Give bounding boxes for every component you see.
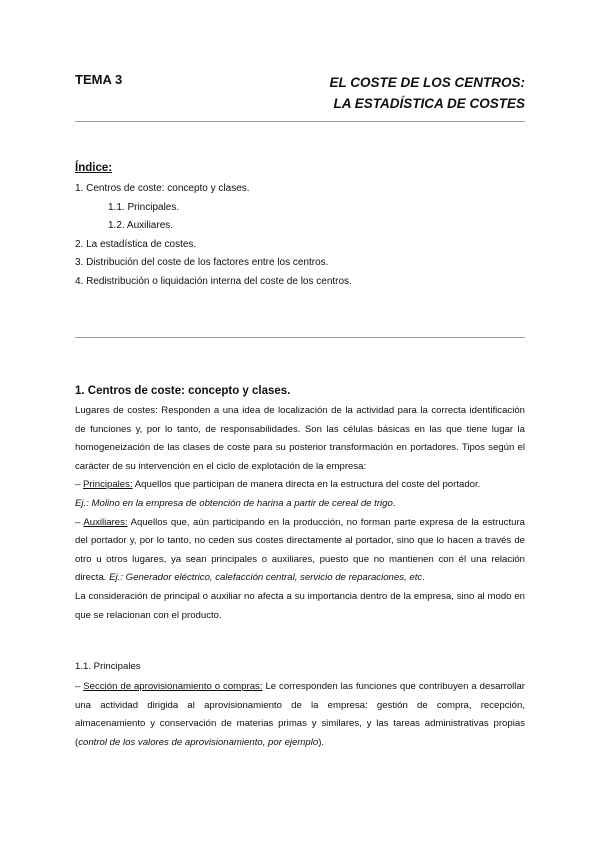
toc-item: 3. Distribución del coste de los factores entre los centros.: [75, 257, 329, 268]
toc-item: 4. Redistribución o liquidación interna del coste de los centros.: [75, 275, 352, 287]
example-text: control de los valores de aprovisionamiento, por ejemplo: [78, 736, 319, 748]
section-body: [75, 402, 525, 625]
paragraph-principales: [75, 476, 525, 513]
paragraph-aprovisionamiento: [75, 678, 525, 752]
section-heading: 1. Centros de coste: concepto y clases.: [75, 385, 291, 397]
punctuation: ).: [318, 736, 325, 748]
chapter-title-line2: LA ESTADÍSTICA DE COSTES: [333, 96, 525, 111]
chapter-title-line1: EL COSTE DE LOS CENTROS:: [329, 75, 525, 90]
table-of-contents: [75, 180, 352, 291]
paragraph: Lugares de costes: Responden a una idea de localización de la actividad para la correcta identificación de funciones y, por lo tanto, de responsabilidades. Son las células básicas en las que tiene lugar la homogeneización de las clases de coste para su posterior transformación en portadores. Tipos según el carácter de su intervención en el ciclo de explotación de la empresa:: [75, 405, 525, 472]
divider: [75, 121, 525, 122]
dash: –: [75, 681, 84, 692]
punctuation: .: [392, 497, 396, 509]
subsection-body: [75, 678, 525, 752]
toc-subitem: 1.1. Principales.: [108, 201, 180, 213]
punctuation: .: [422, 572, 425, 584]
chapter-label: TEMA 3: [75, 72, 123, 87]
example-text: Ej.: Generador eléctrico, calefacción central, servicio de reparaciones, etc: [109, 572, 423, 584]
paragraph: La consideración de principal o auxiliar no afecta a su importancia dentro de la empresa, sino al modo en que se relacionan con el producto.: [75, 590, 525, 621]
divider: [75, 337, 525, 338]
toc-subitem: 1.2. Auxiliares.: [108, 220, 174, 231]
toc-item: 1. Centros de coste: concepto y clases.: [75, 183, 250, 194]
term-label: Auxiliares:: [83, 516, 128, 528]
definition-text: Le corresponden las funciones que contribuyen a desarrollar una actividad dirigida al aprovisionamiento de la empresa: gestión de compra, recepción, almacenamiento y conservación de materias primas y similares, y las tareas administrativas propias (: [75, 681, 525, 748]
toc-item: 2. La estadística de costes.: [75, 238, 197, 250]
example-text: Ej.: Molino en la empresa de obtención de harina a partir de cereal de trigo: [75, 497, 393, 509]
chapter-title: [329, 72, 525, 114]
term-label: Principales:: [83, 479, 133, 491]
definition-text: Aquellos que participan de manera directa en la estructura del coste del portador.: [132, 479, 481, 491]
definition-text: Aquellos que, aún participando en la producción, no forman parte expresa de la estructura del portador y, por lo tanto, no ceden sus costes directamente al portador, sino que lo hacen a través de otro u otros lugares, ya sean principales o auxiliares, puesto que no mantienen con él una relación directa.: [75, 516, 525, 584]
term-label: Sección de aprovisionamiento o compras:: [83, 681, 263, 692]
dash: –: [75, 516, 84, 528]
subsection-heading: 1.1. Principales: [75, 661, 141, 672]
index-heading: Índice:: [75, 162, 113, 174]
paragraph-auxiliares: [75, 514, 525, 588]
dash: –: [75, 479, 84, 491]
